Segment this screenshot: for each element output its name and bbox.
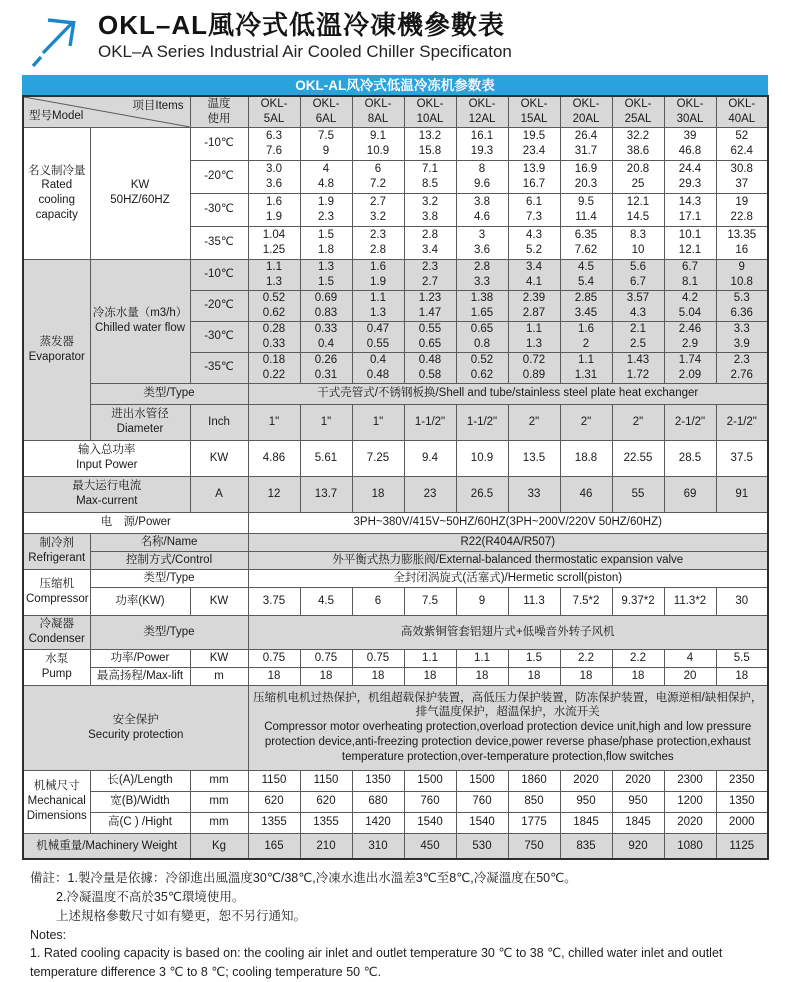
- value-cell: 23: [404, 476, 456, 512]
- value-cell: 1350: [716, 791, 768, 812]
- temp-cell: -35℃: [190, 226, 248, 259]
- table-row: [23, 791, 768, 812]
- note-zh-1: 備註：1.製冷量是依據：冷卻進出風溫度30℃/38℃,冷凍水進出水溫差3℃至8℃,冷凝溫度在50℃。: [30, 871, 577, 886]
- value-cell: 2.3 2.8: [352, 226, 404, 259]
- condenser-type-value: 高效紫铜管套铝翅片式+低噪音外转子风机: [248, 615, 768, 649]
- unit-cell: mm: [190, 812, 248, 833]
- value-cell: 1.1: [404, 649, 456, 667]
- value-cell: 1.3 1.5: [300, 259, 352, 290]
- value-cell: 7.5: [404, 587, 456, 615]
- diameter-label-cell: 进出水管径 Diameter: [90, 404, 190, 440]
- section-label-condenser: 冷凝器 Condenser: [23, 615, 90, 649]
- value-cell: 33: [508, 476, 560, 512]
- note-zh-3: 上述規格參數尺寸如有變更，恕不另行通知。: [56, 908, 307, 923]
- value-cell: 3.75: [248, 587, 300, 615]
- value-cell: 920: [612, 833, 664, 859]
- note-zh-2: 2.冷凝溫度不高於35℃環境使用。: [56, 890, 245, 905]
- flow-label-cell: 冷冻水量（m3/h） Chilled water flow: [90, 259, 190, 383]
- value-cell: 1355: [300, 812, 352, 833]
- value-cell: 1.1 1.3: [248, 259, 300, 290]
- table-row: [23, 383, 768, 404]
- value-cell: 310: [352, 833, 404, 859]
- section-label-cooling: 名义制冷量 Rated cooling capacity: [23, 127, 90, 259]
- value-cell: 3 3.6: [456, 226, 508, 259]
- note-en-1: 1. Rated cooling capacity is based on: the cooling air inlet and outlet temperature 30 ℃ to 38 ℃, chilled water inlet and outlet temperature difference 3 ℃ to 8 ℃; cooling temperature 50 ℃.: [30, 946, 723, 980]
- value-cell: 19.5 23.4: [508, 127, 560, 160]
- value-cell: 20: [664, 667, 716, 685]
- value-cell: 11.3*2: [664, 587, 716, 615]
- compressor-type-value: 全封闭涡旋式(活塞式)/Hermetic scroll(piston): [248, 569, 768, 587]
- value-cell: 26.5: [456, 476, 508, 512]
- value-cell: 1.1 1.3: [352, 290, 404, 321]
- pump-lift-label: 最高扬程/Max-lift: [90, 667, 190, 685]
- model-header-cell: OKL- 30AL: [664, 96, 716, 127]
- value-cell: 750: [508, 833, 560, 859]
- value-cell: 10.9: [456, 440, 508, 476]
- value-cell: 1.6 2: [560, 321, 612, 352]
- value-cell: 5.61: [300, 440, 352, 476]
- table-row: [23, 833, 768, 859]
- value-cell: 7.5*2: [560, 587, 612, 615]
- value-cell: 9 10.8: [716, 259, 768, 290]
- value-cell: 850: [508, 791, 560, 812]
- value-cell: 0.4 0.48: [352, 352, 404, 383]
- value-cell: 13.5: [508, 440, 560, 476]
- value-cell: 950: [612, 791, 664, 812]
- refrigerant-control-label: 控制方式/Control: [90, 551, 248, 569]
- power-label: 电 源/Power: [23, 512, 248, 533]
- value-cell: 1420: [352, 812, 404, 833]
- value-cell: 7.25: [352, 440, 404, 476]
- evap-type-label: 类型/Type: [90, 383, 248, 404]
- value-cell: 3.2 3.8: [404, 193, 456, 226]
- table-row: [23, 587, 768, 615]
- model-header-cell: OKL- 25AL: [612, 96, 664, 127]
- value-cell: 37.5: [716, 440, 768, 476]
- value-cell: 0.52 0.62: [456, 352, 508, 383]
- value-cell: 39 46.8: [664, 127, 716, 160]
- value-cell: 1500: [456, 770, 508, 791]
- section-label-refrigerant: 制冷剂 Refrigerant: [23, 533, 90, 569]
- table-row: [23, 667, 768, 685]
- value-cell: 0.69 0.83: [300, 290, 352, 321]
- section-label-pump: 水泵 Pump: [23, 649, 90, 685]
- value-cell: 18: [716, 667, 768, 685]
- value-cell: 0.72 0.89: [508, 352, 560, 383]
- value-cell: 2020: [612, 770, 664, 791]
- value-cell: 19 22.8: [716, 193, 768, 226]
- value-cell: 4.3 5.2: [508, 226, 560, 259]
- value-cell: 18.8: [560, 440, 612, 476]
- table-row: [23, 127, 768, 160]
- unit-cell: KW: [190, 649, 248, 667]
- value-cell: 18: [508, 667, 560, 685]
- value-cell: 9: [456, 587, 508, 615]
- value-cell: 91: [716, 476, 768, 512]
- weight-label: 机械重量/Machinery Weight: [23, 833, 190, 859]
- value-cell: 0.26 0.31: [300, 352, 352, 383]
- power-value: 3PH~380V/415V~50HZ/60HZ(3PH~200V/220V 50HZ/60HZ): [248, 512, 768, 533]
- value-cell: 0.28 0.33: [248, 321, 300, 352]
- value-cell: 0.18 0.22: [248, 352, 300, 383]
- value-cell: 0.48 0.58: [404, 352, 456, 383]
- value-cell: 12: [248, 476, 300, 512]
- value-cell: 1.9 2.3: [300, 193, 352, 226]
- value-cell: 1860: [508, 770, 560, 791]
- value-cell: 1.1 1.3: [508, 321, 560, 352]
- unit-cell: Kg: [190, 833, 248, 859]
- value-cell: 2.8 3.4: [404, 226, 456, 259]
- table-row: [23, 440, 768, 476]
- table-row: [23, 812, 768, 833]
- value-cell: 13.35 16: [716, 226, 768, 259]
- refrigerant-control-value: 外平衡式热力膨胀阀/External-balanced thermostatic expansion valve: [248, 551, 768, 569]
- value-cell: 1-1/2": [404, 404, 456, 440]
- unit-cell: A: [190, 476, 248, 512]
- value-cell: 530: [456, 833, 508, 859]
- width-label: 宽(B)/Width: [90, 791, 190, 812]
- value-cell: 0.47 0.55: [352, 321, 404, 352]
- value-cell: 2": [508, 404, 560, 440]
- value-cell: 2.39 2.87: [508, 290, 560, 321]
- unit-cell: KW: [190, 440, 248, 476]
- table-row: [23, 649, 768, 667]
- value-cell: 5.6 6.7: [612, 259, 664, 290]
- value-cell: 1.6 1.9: [352, 259, 404, 290]
- table-row: [23, 615, 768, 649]
- value-cell: 7.5 9: [300, 127, 352, 160]
- value-cell: 20.8 25: [612, 160, 664, 193]
- value-cell: 16.1 19.3: [456, 127, 508, 160]
- note-en-label: Notes:: [30, 927, 67, 942]
- value-cell: 13.9 16.7: [508, 160, 560, 193]
- value-cell: 6.7 8.1: [664, 259, 716, 290]
- table-row: [23, 476, 768, 512]
- value-cell: 1845: [612, 812, 664, 833]
- value-cell: 55: [612, 476, 664, 512]
- value-cell: 450: [404, 833, 456, 859]
- value-cell: 6.35 7.62: [560, 226, 612, 259]
- value-cell: 3.3 3.9: [716, 321, 768, 352]
- value-cell: 18: [612, 667, 664, 685]
- value-cell: 26.4 31.7: [560, 127, 612, 160]
- table-row: [23, 404, 768, 440]
- value-cell: 18: [352, 476, 404, 512]
- value-cell: 28.5: [664, 440, 716, 476]
- value-cell: 1.38 1.65: [456, 290, 508, 321]
- max-current-label: 最大运行电流 Max-current: [23, 476, 190, 512]
- condenser-type-label: 类型/Type: [90, 615, 248, 649]
- value-cell: 950: [560, 791, 612, 812]
- value-cell: 18: [352, 667, 404, 685]
- value-cell: 1080: [664, 833, 716, 859]
- cooling-unit-cell: KW 50HZ/60HZ: [90, 127, 190, 259]
- value-cell: 1500: [404, 770, 456, 791]
- value-cell: 1150: [248, 770, 300, 791]
- value-cell: 165: [248, 833, 300, 859]
- value-cell: 18: [248, 667, 300, 685]
- value-cell: 18: [404, 667, 456, 685]
- value-cell: 2": [560, 404, 612, 440]
- value-cell: 4.2 5.04: [664, 290, 716, 321]
- value-cell: 1.1: [456, 649, 508, 667]
- unit-cell: mm: [190, 770, 248, 791]
- value-cell: 2300: [664, 770, 716, 791]
- value-cell: 18: [560, 667, 612, 685]
- value-cell: 0.33 0.4: [300, 321, 352, 352]
- value-cell: 2": [612, 404, 664, 440]
- value-cell: 4.86: [248, 440, 300, 476]
- temp-cell: -10℃: [190, 259, 248, 290]
- table-row: [23, 770, 768, 791]
- section-label-security: 安全保护 Security protection: [23, 685, 248, 770]
- temp-use-header: 温度 使用: [190, 96, 248, 127]
- value-cell: 5.5: [716, 649, 768, 667]
- unit-cell: KW: [190, 587, 248, 615]
- temp-cell: -10℃: [190, 127, 248, 160]
- table-row: [23, 569, 768, 587]
- value-cell: 12.1 14.5: [612, 193, 664, 226]
- value-cell: 0.75: [300, 649, 352, 667]
- evap-type-value: 干式壳管式/不锈钢板换/Shell and tube/stainless steel plate heat exchanger: [248, 383, 768, 404]
- height-label: 高(C ) /Hight: [90, 812, 190, 833]
- temp-cell: -20℃: [190, 160, 248, 193]
- length-label: 长(A)/Length: [90, 770, 190, 791]
- value-cell: 3.57 4.3: [612, 290, 664, 321]
- value-cell: 6: [352, 587, 404, 615]
- compressor-power-label: 功率(KW): [90, 587, 190, 615]
- value-cell: 1355: [248, 812, 300, 833]
- value-cell: 8.3 10: [612, 226, 664, 259]
- section-label-mechanical: 机械尺寸 Mechanical Dimensions: [23, 770, 90, 833]
- model-header-cell: OKL- 12AL: [456, 96, 508, 127]
- value-cell: 7.1 8.5: [404, 160, 456, 193]
- value-cell: 11.3: [508, 587, 560, 615]
- value-cell: 9.37*2: [612, 587, 664, 615]
- page-title-en: OKL–A Series Industrial Air Cooled Chiller Specificaton: [98, 41, 512, 61]
- value-cell: 4: [664, 649, 716, 667]
- value-cell: 2.3 2.76: [716, 352, 768, 383]
- value-cell: 9.4: [404, 440, 456, 476]
- value-cell: 1.5: [508, 649, 560, 667]
- security-text-zh: 压缩机电机过热保护，机组超载保护装置，高低压力保护装置，防冻保护装置，电源逆相/缺相保护，排气温度保护，超温保护，水流开关: [253, 691, 763, 719]
- value-cell: 22.55: [612, 440, 664, 476]
- table-row: [23, 551, 768, 569]
- value-cell: 0.75: [248, 649, 300, 667]
- table-row: [23, 259, 768, 290]
- value-cell: 210: [300, 833, 352, 859]
- model-header-cell: OKL- 5AL: [248, 96, 300, 127]
- value-cell: 2.3 2.7: [404, 259, 456, 290]
- model-header-cell: OKL- 40AL: [716, 96, 768, 127]
- corner-model-label: 型号Model: [29, 109, 84, 122]
- value-cell: 69: [664, 476, 716, 512]
- value-cell: 1.23 1.47: [404, 290, 456, 321]
- value-cell: 52 62.4: [716, 127, 768, 160]
- value-cell: 3.4 4.1: [508, 259, 560, 290]
- value-cell: 10.1 12.1: [664, 226, 716, 259]
- value-cell: 18: [300, 667, 352, 685]
- value-cell: 13.2 15.8: [404, 127, 456, 160]
- value-cell: 760: [404, 791, 456, 812]
- value-cell: 1540: [456, 812, 508, 833]
- pump-power-label: 功率/Power: [90, 649, 190, 667]
- value-cell: 8 9.6: [456, 160, 508, 193]
- value-cell: 6.3 7.6: [248, 127, 300, 160]
- compressor-type-label: 类型/Type: [90, 569, 248, 587]
- page-title-zh: OKL–AL風冷式低溫冷凍機參數表: [98, 10, 506, 40]
- value-cell: 620: [248, 791, 300, 812]
- corner-header-cell: [23, 96, 190, 127]
- value-cell: 13.7: [300, 476, 352, 512]
- section-label-compressor: 压缩机 Compressor: [23, 569, 90, 615]
- value-cell: 6.1 7.3: [508, 193, 560, 226]
- value-cell: 1.43 1.72: [612, 352, 664, 383]
- unit-cell: Inch: [190, 404, 248, 440]
- model-header-cell: OKL- 8AL: [352, 96, 404, 127]
- temp-cell: -30℃: [190, 321, 248, 352]
- value-cell: 2.8 3.3: [456, 259, 508, 290]
- table-row: [23, 685, 768, 770]
- unit-cell: m: [190, 667, 248, 685]
- value-cell: 1845: [560, 812, 612, 833]
- value-cell: 1": [248, 404, 300, 440]
- value-cell: 2.1 2.5: [612, 321, 664, 352]
- input-power-label: 输入总功率 Input Power: [23, 440, 190, 476]
- value-cell: 24.4 29.3: [664, 160, 716, 193]
- value-cell: 6 7.2: [352, 160, 404, 193]
- value-cell: 1350: [352, 770, 404, 791]
- temp-cell: -30℃: [190, 193, 248, 226]
- temp-cell: -35℃: [190, 352, 248, 383]
- notes-block: [30, 869, 765, 982]
- value-cell: 4.5 5.4: [560, 259, 612, 290]
- value-cell: 835: [560, 833, 612, 859]
- value-cell: 5.3 6.36: [716, 290, 768, 321]
- value-cell: 1.04 1.25: [248, 226, 300, 259]
- value-cell: 1.1 1.31: [560, 352, 612, 383]
- refrigerant-name-value: R22(R404A/R507): [248, 533, 768, 551]
- value-cell: 2-1/2": [716, 404, 768, 440]
- value-cell: 680: [352, 791, 404, 812]
- value-cell: 0.55 0.65: [404, 321, 456, 352]
- value-cell: 1.5 1.8: [300, 226, 352, 259]
- value-cell: 2.85 3.45: [560, 290, 612, 321]
- value-cell: 14.3 17.1: [664, 193, 716, 226]
- spec-table: [22, 95, 769, 860]
- model-header-cell: OKL- 15AL: [508, 96, 560, 127]
- value-cell: 1": [300, 404, 352, 440]
- table-header-row: [23, 96, 768, 127]
- value-cell: 1": [352, 404, 404, 440]
- value-cell: 2-1/2": [664, 404, 716, 440]
- temp-cell: -20℃: [190, 290, 248, 321]
- value-cell: 2020: [560, 770, 612, 791]
- value-cell: 0.65 0.8: [456, 321, 508, 352]
- value-cell: 2350: [716, 770, 768, 791]
- value-cell: 620: [300, 791, 352, 812]
- unit-cell: mm: [190, 791, 248, 812]
- value-cell: 2.7 3.2: [352, 193, 404, 226]
- value-cell: 1775: [508, 812, 560, 833]
- value-cell: 2.46 2.9: [664, 321, 716, 352]
- model-header-cell: OKL- 10AL: [404, 96, 456, 127]
- value-cell: 46: [560, 476, 612, 512]
- value-cell: 0.75: [352, 649, 404, 667]
- refrigerant-name-label: 名称/Name: [90, 533, 248, 551]
- value-cell: 9.5 11.4: [560, 193, 612, 226]
- page-header: [0, 0, 790, 75]
- section-label-evaporator: 蒸发器 Evaporator: [23, 259, 90, 440]
- table-row: [23, 512, 768, 533]
- model-header-cell: OKL- 20AL: [560, 96, 612, 127]
- value-cell: 1540: [404, 812, 456, 833]
- value-cell: 9.1 10.9: [352, 127, 404, 160]
- value-cell: 1125: [716, 833, 768, 859]
- value-cell: 2020: [664, 812, 716, 833]
- value-cell: 1-1/2": [456, 404, 508, 440]
- value-cell: 1200: [664, 791, 716, 812]
- value-cell: 4.5: [300, 587, 352, 615]
- value-cell: 30: [716, 587, 768, 615]
- value-cell: 30.8 37: [716, 160, 768, 193]
- value-cell: 16.9 20.3: [560, 160, 612, 193]
- value-cell: 760: [456, 791, 508, 812]
- value-cell: 2.2: [560, 649, 612, 667]
- value-cell: 4 4.8: [300, 160, 352, 193]
- value-cell: 3.0 3.6: [248, 160, 300, 193]
- model-header-cell: OKL- 6AL: [300, 96, 352, 127]
- logo-arrow-icon: [28, 11, 90, 69]
- value-cell: 32.2 38.6: [612, 127, 664, 160]
- security-text-cell: [248, 685, 768, 770]
- value-cell: 1.74 2.09: [664, 352, 716, 383]
- value-cell: 1150: [300, 770, 352, 791]
- value-cell: 18: [456, 667, 508, 685]
- table-row: [23, 533, 768, 551]
- value-cell: 1.6 1.9: [248, 193, 300, 226]
- security-text-en: Compressor motor overheating protection,overload protection device unit,high and low pressure protection device,anti-freezing protection device,power reverse phase/phase protection,exhaust temperature protection,over-temperature protection,flow switches: [264, 721, 752, 764]
- value-cell: 2000: [716, 812, 768, 833]
- corner-items-label: 项目Items: [132, 100, 184, 112]
- value-cell: 2.2: [612, 649, 664, 667]
- value-cell: 3.8 4.6: [456, 193, 508, 226]
- table-banner: OKL-AL风冷式低温冷冻机参数表: [22, 75, 768, 95]
- value-cell: 0.52 0.62: [248, 290, 300, 321]
